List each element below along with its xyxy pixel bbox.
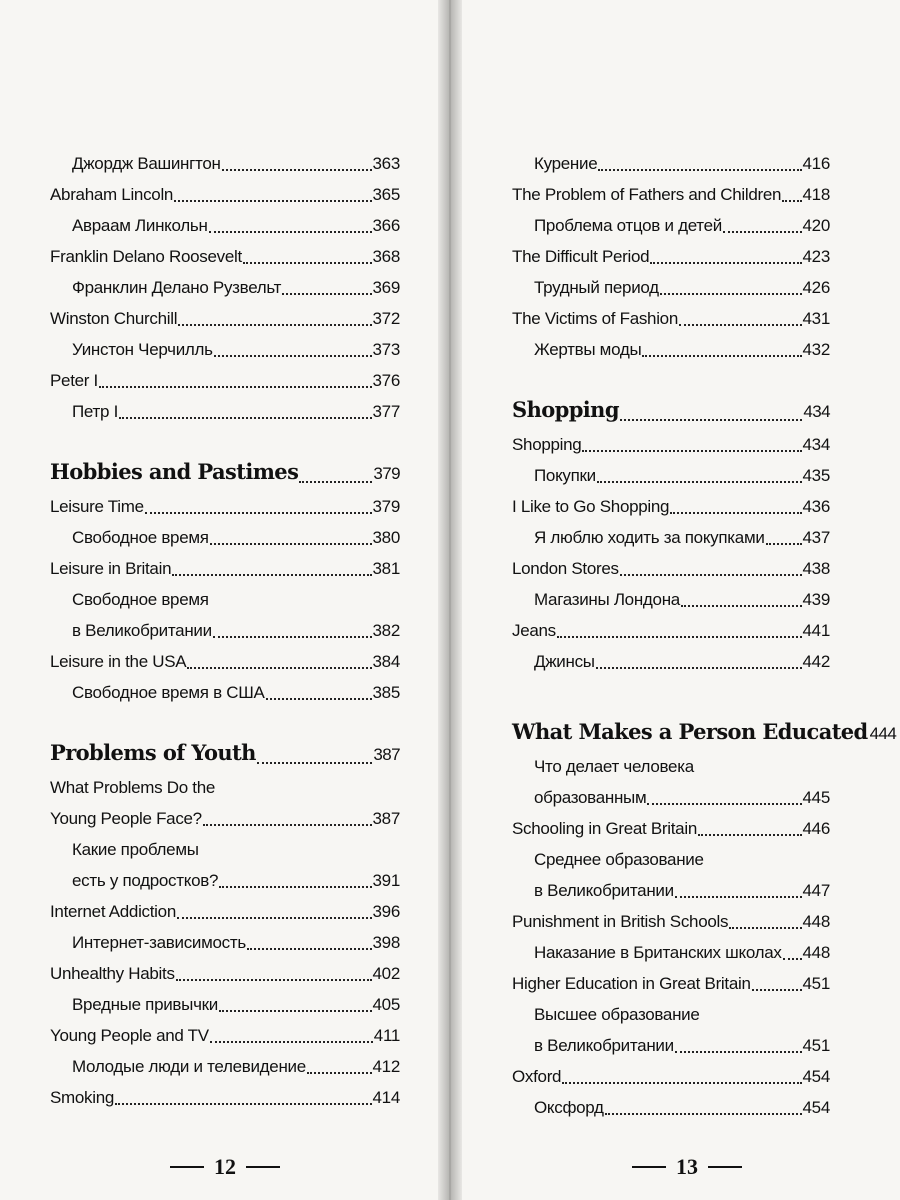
toc-entry [512,968,830,999]
toc-page-number: 382 [372,621,400,640]
toc-page-number: 391 [372,871,400,890]
toc-entry [512,491,830,522]
toc-entry [50,334,400,365]
toc-entry [512,522,830,553]
toc-leader-dots [679,324,802,326]
toc-section-heading [50,453,400,491]
toc-page-number: 368 [372,247,400,266]
toc-entry [512,241,830,272]
toc-page-number: 442 [802,652,830,671]
toc-leader-dots [642,355,801,357]
toc-entry-title: Какие проблемы [72,840,199,859]
toc-page-number: 380 [372,528,400,547]
toc-page-number: 387 [372,809,400,828]
toc-entry [50,677,400,708]
toc-entry-title: Что делает человека [534,757,694,776]
toc-entry-title: Жертвы моды [534,340,642,359]
toc-leader-dots [620,419,802,421]
toc-page-number: 439 [802,590,830,609]
toc-leader-dots [209,231,372,233]
toc-entry [50,491,400,522]
toc-leader-dots [214,355,372,357]
toc-entry-title: Джинсы [534,652,595,671]
toc-leader-dots [178,324,371,326]
toc-entry [512,272,830,303]
toc-page-number: 423 [802,247,830,266]
toc-entry-title: The Difficult Period [512,247,650,266]
toc-page-number: 454 [802,1098,830,1117]
toc-leader-dots [174,200,371,202]
toc-entry-title: Higher Education in Great Britain [512,974,751,993]
toc-page-number: 414 [372,1088,400,1107]
table-of-contents-left [50,148,400,1113]
toc-entry-title: Smoking [50,1088,115,1107]
right-page [452,0,900,1200]
toc-page-number: 434 [802,435,830,454]
toc-entry-title: Leisure in Britain [50,559,172,578]
toc-entry [512,334,830,365]
toc-entry [50,772,400,803]
toc-page-number: 416 [802,154,830,173]
toc-entry-title: Problems of Youth [50,740,256,765]
toc-entry-title: в Великобритании [534,881,674,900]
toc-leader-dots [783,958,802,960]
toc-entry-title: Franklin Delano Roosevelt [50,247,242,266]
toc-leader-dots [257,762,373,764]
toc-page-number: 366 [372,216,400,235]
toc-leader-dots [99,386,372,388]
toc-leader-dots [620,574,802,576]
toc-leader-dots [213,636,372,638]
toc-entry [50,553,400,584]
toc-leader-dots [243,262,372,264]
toc-entry [512,906,830,937]
toc-entry-title: есть у подростков? [72,871,219,890]
toc-section-heading [512,713,897,751]
toc-leader-dots [660,293,802,295]
toc-entry-title: Петр I [72,402,118,421]
toc-leader-dots [187,667,371,669]
toc-leader-dots [299,481,372,483]
toc-entry-title: Young People Face? [50,809,202,828]
toc-page-number: 405 [372,995,400,1014]
toc-entry-title: The Problem of Fathers and Children [512,185,782,204]
toc-entry [512,1030,830,1061]
toc-entry-title: Трудный период [534,278,659,297]
toc-leader-dots [172,574,371,576]
toc-entry-title: Свободное время [72,590,209,609]
toc-leader-dots [681,605,802,607]
toc-entry [50,1082,400,1113]
toc-entry-title: Высшее образование [534,1005,700,1024]
toc-entry-title: Punishment in British Schools [512,912,729,931]
toc-entry-title: Peter I [50,371,98,390]
toc-page-number: 447 [802,881,830,900]
toc-entry-title: Leisure in the USA [50,652,187,671]
toc-page-number: 454 [802,1067,830,1086]
toc-entry-title: London Stores [512,559,619,578]
toc-leader-dots [145,512,372,514]
toc-entry [512,148,830,179]
toc-entry-title: Internet Addiction [50,902,176,921]
toc-entry-title: Shopping [512,435,582,454]
toc-entry [512,584,830,615]
toc-page-number: 436 [802,497,830,516]
toc-page-number: 385 [372,683,400,702]
toc-leader-dots [219,1010,372,1012]
toc-entry-title: The Victims of Fashion [512,309,678,328]
toc-page-number: 412 [372,1057,400,1076]
toc-entry [512,844,830,875]
toc-entry-title: Наказание в Британских школах [534,943,782,962]
toc-entry-title: Джордж Вашингтон [72,154,221,173]
toc-entry-title: Покупки [534,466,596,485]
toc-leader-dots [698,834,802,836]
toc-entry [512,179,830,210]
toc-page-number: 451 [802,1036,830,1055]
toc-entry-title: Свободное время [72,528,209,547]
toc-section-heading [50,734,400,772]
toc-page-number: 384 [372,652,400,671]
toc-leader-dots [203,824,372,826]
toc-entry [50,1020,400,1051]
toc-leader-dots [222,169,372,171]
toc-entry [50,615,400,646]
toc-page-number: 448 [802,943,830,962]
toc-entry-title: Авраам Линкольн [72,216,208,235]
toc-entry [50,365,400,396]
toc-leader-dots [650,262,801,264]
toc-leader-dots [266,698,372,700]
toc-entry [50,148,400,179]
toc-page-number: 387 [373,745,400,764]
toc-leader-dots [176,979,372,981]
toc-entry [50,396,400,427]
toc-page-number: 432 [802,340,830,359]
toc-page-number: 431 [802,309,830,328]
toc-entry-title: I Like to Go Shopping [512,497,670,516]
toc-leader-dots [766,543,802,545]
toc-page-number: 381 [372,559,400,578]
toc-entry [50,834,400,865]
toc-leader-dots [729,927,801,929]
toc-entry [512,1061,830,1092]
toc-page-number: 448 [802,912,830,931]
toc-entry [512,303,830,334]
toc-entry-title: What Makes a Person Educated [512,719,868,744]
toc-entry [50,584,400,615]
page-number-dash [246,1166,280,1168]
toc-entry [512,429,830,460]
toc-page-number: 437 [802,528,830,547]
toc-entry-title: Leisure Time [50,497,144,516]
page-number-left [160,1154,290,1180]
toc-leader-dots [219,886,371,888]
toc-entry [512,782,830,813]
toc-entry [50,303,400,334]
toc-section-heading [512,391,830,429]
page-number-text: 13 [676,1154,698,1179]
toc-leader-dots [307,1072,372,1074]
toc-leader-dots [752,989,802,991]
toc-leader-dots [675,1051,802,1053]
toc-leader-dots [598,169,801,171]
toc-leader-dots [119,417,372,419]
left-page [0,0,448,1200]
toc-entry-title: What Problems Do the [50,778,216,797]
toc-entry-title: в Великобритании [534,1036,674,1055]
toc-entry [50,272,400,303]
toc-entry [50,179,400,210]
toc-entry [50,803,400,834]
toc-page-number: 365 [372,185,400,204]
toc-entry-title: образованным [534,788,647,807]
toc-leader-dots [723,231,802,233]
toc-leader-dots [557,636,802,638]
toc-leader-dots [596,667,802,669]
toc-leader-dots [582,450,801,452]
toc-entry-title: Hobbies and Pastimes [50,459,299,484]
toc-page-number: 369 [372,278,400,297]
toc-page-number: 376 [372,371,400,390]
toc-entry [50,989,400,1020]
toc-entry-title: Проблема отцов и детей [534,216,722,235]
toc-leader-dots [210,1041,373,1043]
toc-entry-title: Shopping [512,397,619,422]
toc-page-number: 402 [372,964,400,983]
toc-page-number: 446 [802,819,830,838]
toc-entry [50,210,400,241]
toc-leader-dots [115,1103,371,1105]
toc-entry [512,813,830,844]
toc-page-number: 426 [802,278,830,297]
toc-entry-title: Интернет-зависимость [72,933,246,952]
toc-page-number: 372 [372,309,400,328]
toc-leader-dots [605,1113,802,1115]
toc-entry [512,875,830,906]
toc-page-number: 398 [372,933,400,952]
page-number-right [622,1154,752,1180]
toc-leader-dots [562,1082,801,1084]
toc-entry-title: Вредные привычки [72,995,218,1014]
toc-entry [50,241,400,272]
toc-entry-title: Abraham Lincoln [50,185,174,204]
toc-page-number: 438 [802,559,830,578]
toc-page-number: 363 [372,154,400,173]
page-number-text: 12 [214,1154,236,1179]
toc-page-number: 418 [802,185,830,204]
toc-entry [512,615,830,646]
toc-entry-title: Winston Churchill [50,309,178,328]
page-number-dash [632,1166,666,1168]
toc-leader-dots [782,200,801,202]
toc-entry [512,751,830,782]
toc-entry [50,896,400,927]
toc-entry [512,460,830,491]
toc-page-number: 445 [802,788,830,807]
toc-entry [50,646,400,677]
toc-entry [512,1092,830,1123]
toc-page-number: 379 [372,497,400,516]
toc-entry-title: Среднее образование [534,850,704,869]
toc-entry-title: Франклин Делано Рузвельт [72,278,282,297]
toc-entry-title: Курение [534,154,598,173]
toc-entry-title: Oxford [512,1067,562,1086]
toc-leader-dots [647,803,801,805]
toc-leader-dots [210,543,372,545]
toc-entry-title: Jeans [512,621,556,640]
toc-leader-dots [247,948,372,950]
toc-entry [50,927,400,958]
toc-entry-title: Оксфорд [534,1098,604,1117]
book-gutter [438,0,462,1200]
toc-leader-dots [675,896,802,898]
page-number-dash [170,1166,204,1168]
toc-page-number: 441 [802,621,830,640]
toc-entry-title: Schooling in Great Britain [512,819,697,838]
toc-entry-title: Свободное время в США [72,683,265,702]
toc-entry [512,210,830,241]
toc-leader-dots [597,481,802,483]
toc-leader-dots [177,917,372,919]
toc-entry [50,522,400,553]
toc-entry [50,865,400,896]
toc-entry-title: Молодые люди и телевидение [72,1057,306,1076]
toc-page-number: 379 [373,464,400,483]
toc-page-number: 420 [802,216,830,235]
toc-page-number: 444 [869,724,897,743]
toc-page-number: 451 [802,974,830,993]
toc-page-number: 377 [372,402,400,421]
toc-entry-title: Unhealthy Habits [50,964,175,983]
toc-entry [50,958,400,989]
toc-entry-title: Магазины Лондона [534,590,680,609]
toc-leader-dots [282,293,371,295]
toc-entry [512,646,830,677]
toc-page-number: 411 [373,1026,400,1045]
toc-page-number: 373 [372,340,400,359]
toc-entry [512,553,830,584]
toc-entry [512,999,830,1030]
toc-page-number: 396 [372,902,400,921]
toc-page-number: 435 [802,466,830,485]
toc-entry-title: в Великобритании [72,621,212,640]
toc-page-number: 434 [803,402,830,421]
table-of-contents-right [512,148,897,1123]
toc-entry-title: Young People and TV [50,1026,209,1045]
toc-entry-title: Уинстон Черчилль [72,340,213,359]
toc-leader-dots [670,512,801,514]
toc-entry [512,937,830,968]
page-number-dash [708,1166,742,1168]
toc-entry [50,1051,400,1082]
toc-entry-title: Я люблю ходить за покупками [534,528,765,547]
